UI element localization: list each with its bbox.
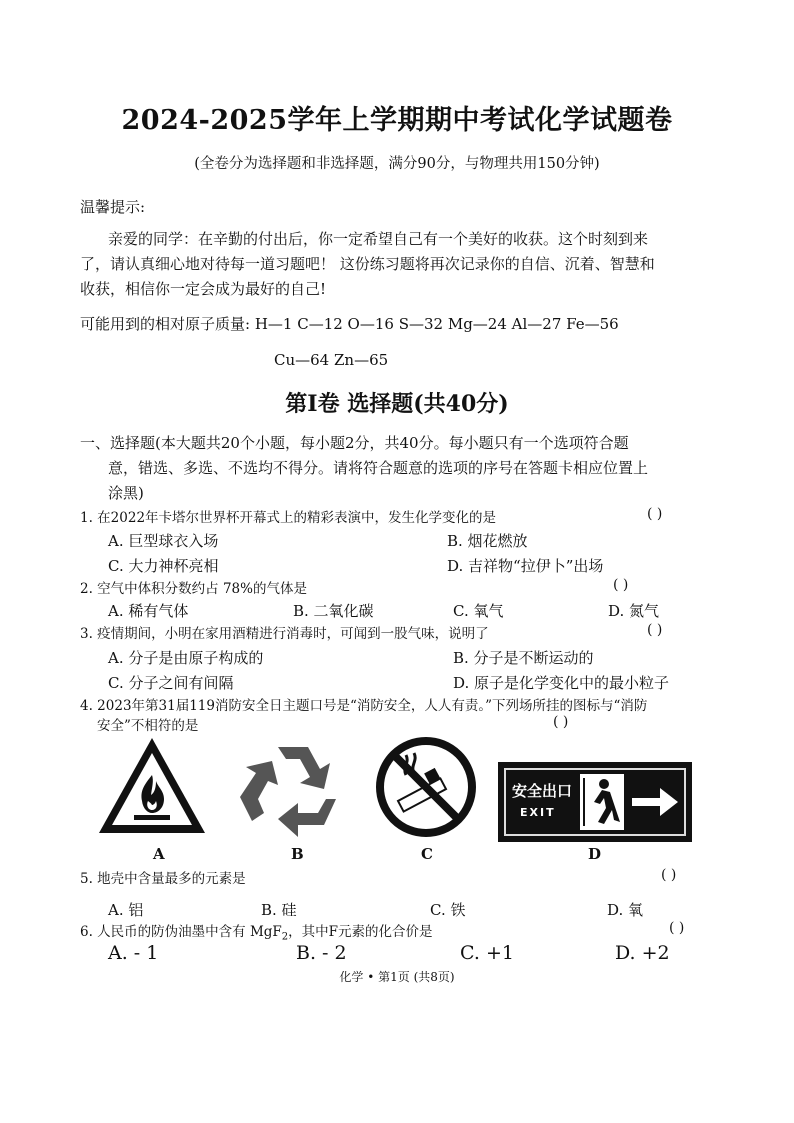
exit-sign-english: EXIT	[520, 806, 556, 819]
page-footer: 化学 • 第1页 (共8页)	[339, 970, 455, 984]
question-3-option-d: D. 原子是化学变化中的最小粒子	[453, 674, 670, 692]
question-5-option-a: A. 铝	[108, 901, 144, 919]
question-6-option-d: D. +2	[615, 942, 670, 964]
recycle-icon	[238, 737, 350, 841]
emergency-exit-sign-icon	[498, 762, 692, 842]
answer-paren: ( )	[647, 506, 663, 522]
section-instructions-1: 一、选择题(本大题共20个小题，每小题2分，共40分。每小题只有一个选项符合题	[80, 434, 629, 452]
question-2-stem: 2. 空气中体积分数约占 78%的气体是	[80, 581, 307, 597]
atomic-masses-line-2: Cu—64 Zn—65	[274, 351, 389, 369]
question-3-stem: 3. 疫情期间，小明在家用酒精进行消毒时，可闻到一股气味，说明了	[80, 626, 489, 642]
answer-paren: ( )	[661, 867, 677, 883]
icon-label-a: A	[153, 845, 165, 863]
question-3-option-b: B. 分子是不断运动的	[453, 649, 594, 667]
exam-subtitle: (全卷分为选择题和非选择题，满分90分，与物理共用150分钟)	[194, 156, 600, 172]
question-5-option-d: D. 氧	[607, 901, 644, 919]
exit-sign-chinese: 安全出口	[512, 782, 573, 800]
intro-line-2: 了，请认真细心地对待每一道习题吧！ 这份练习题将再次记录你的自信、沉着、智慧和	[80, 255, 655, 273]
question-3-option-a: A. 分子是由原子构成的	[108, 649, 264, 667]
question-1-option-c: C. 大力神杯亮相	[108, 557, 219, 575]
question-5-option-c: C. 铁	[430, 901, 466, 919]
question-6-option-b: B. - 2	[296, 942, 347, 964]
question-6-option-a: A. - 1	[108, 942, 159, 964]
question-5-option-b: B. 硅	[261, 901, 297, 919]
flammable-warning-icon	[96, 735, 208, 837]
question-2-option-a: A. 稀有气体	[108, 602, 189, 620]
exam-title: 2024-2025学年上学期期中考试化学试题卷	[121, 105, 673, 136]
answer-paren: ( )	[553, 714, 569, 730]
answer-paren: ( )	[647, 622, 663, 638]
question-4-stem-2: 安全”不相符的是	[97, 718, 199, 734]
running-man-arrow-icon	[580, 774, 684, 830]
answer-paren: ( )	[613, 577, 629, 593]
intro-line-3: 收获，相信你一定会成为最好的自己!	[80, 280, 327, 298]
intro-line-1: 亲爱的同学：在辛勤的付出后，你一定希望自己有一个美好的收获。这个时刻到来	[108, 230, 649, 248]
question-2-option-b: B. 二氧化碳	[293, 602, 374, 620]
icon-label-c: C	[421, 845, 433, 863]
question-6-stem: 6. 人民币的防伪油墨中含有 MgF$_2$，其中F元素的化合价是	[80, 924, 433, 943]
question-1-stem: 1. 在2022年卡塔尔世界杯开幕式上的精彩表演中，发生化学变化的是	[80, 510, 497, 526]
question-2-option-d: D. 氮气	[608, 602, 660, 620]
greeting: 温馨提示:	[80, 198, 146, 216]
no-smoking-icon	[376, 737, 476, 837]
question-3-option-c: C. 分子之间有间隔	[108, 674, 234, 692]
question-1-option-b: B. 烟花燃放	[447, 532, 528, 550]
section-title: 第Ⅰ卷 选择题(共40分)	[285, 391, 509, 417]
question-5-stem: 5. 地壳中含量最多的元素是	[80, 871, 246, 887]
question-2-option-c: C. 氧气	[453, 602, 504, 620]
question-1-option-d: D. 吉祥物“拉伊卜”出场	[447, 557, 604, 575]
section-instructions-2: 意，错选、多选、不选均不得分。请将符合题意的选项的序号在答题卡相应位置上	[108, 459, 649, 477]
icon-label-b: B	[291, 845, 304, 863]
question-1-option-a: A. 巨型球衣入场	[108, 532, 219, 550]
question-6-option-c: C. +1	[460, 942, 514, 964]
question-4-stem-1: 4. 2023年第31届119消防安全日主题口号是“消防安全，人人有责。”下列场所挂的图标与“消防	[80, 698, 648, 714]
atomic-masses-line-1: 可能用到的相对原子质量: H—1 C—12 O—16 S—32 Mg—24 Al—27 Fe—56	[80, 315, 619, 333]
section-instructions-3: 涂黑)	[108, 484, 144, 502]
answer-paren: ( )	[669, 920, 685, 936]
icon-label-d: D	[588, 845, 602, 863]
